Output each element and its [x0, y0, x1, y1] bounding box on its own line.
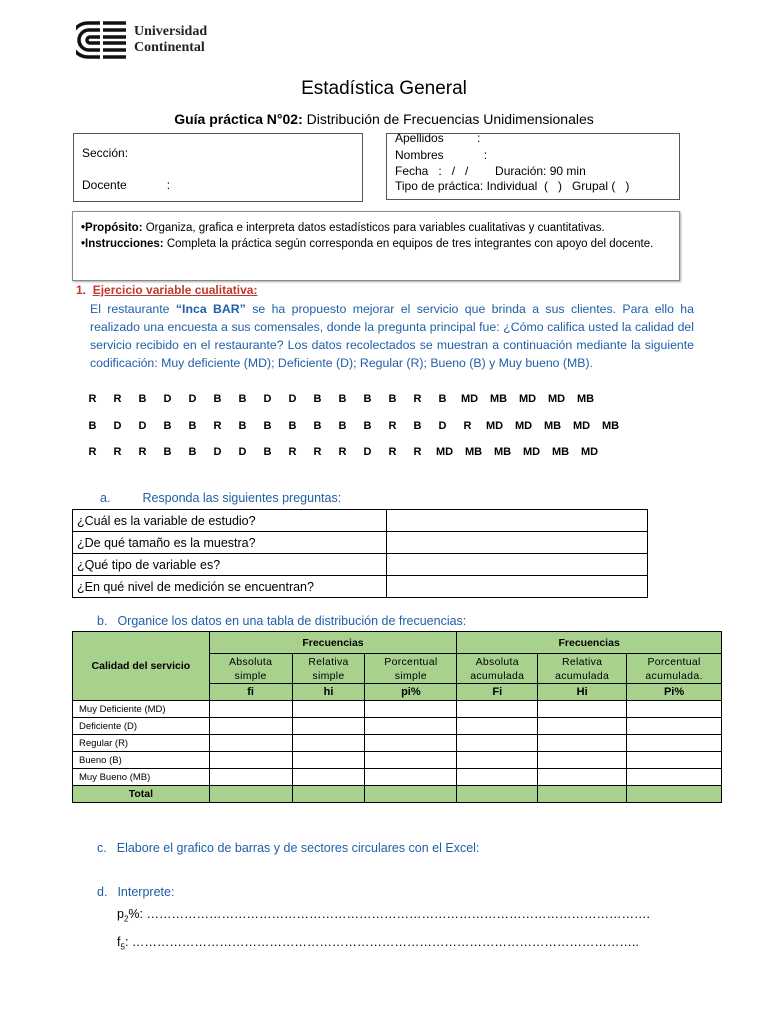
total-cell[interactable]: [538, 786, 627, 803]
data-code: B: [188, 446, 197, 458]
frequency-cell[interactable]: [292, 718, 365, 735]
total-cell[interactable]: [627, 786, 722, 803]
proposito-line: [81, 220, 671, 236]
apellidos-label: Apellidos :: [395, 133, 481, 145]
data-code: D: [363, 446, 372, 458]
data-code: B: [263, 446, 272, 458]
data-code: MB: [543, 420, 562, 432]
table-row: [73, 718, 722, 735]
data-code: D: [213, 446, 222, 458]
col-header-l2: acumulada: [470, 669, 525, 682]
frequency-cell[interactable]: [209, 718, 292, 735]
frequency-cell[interactable]: [538, 718, 627, 735]
row-header-cell: Calidad del servicio: [73, 632, 210, 701]
data-code: B: [238, 420, 247, 432]
paragraph-bold: “Inca BAR”: [175, 302, 246, 316]
answer-cell[interactable]: [387, 510, 648, 532]
interpret-line-f5[interactable]: [117, 935, 657, 952]
col-header-l2: simple: [234, 669, 267, 682]
data-code: R: [113, 393, 122, 405]
paragraph-part1: El restaurante: [90, 302, 176, 316]
part-d-text: Interprete:: [117, 885, 175, 899]
f5-subscript: 5: [120, 942, 125, 952]
col-symbol: fi: [209, 684, 292, 701]
data-code: B: [263, 420, 272, 432]
proposito-label: •Propósito:: [81, 222, 143, 234]
frequency-cell[interactable]: [365, 769, 457, 786]
table-row: [73, 769, 722, 786]
p2-subscript: 2: [123, 914, 129, 924]
col-header: [627, 654, 722, 684]
data-code: D: [113, 420, 122, 432]
frequency-cell[interactable]: [457, 735, 538, 752]
part-b-label: [97, 614, 466, 628]
data-code: MD: [547, 393, 566, 405]
col-header-l1: Porcentual: [647, 655, 701, 668]
paragraph-part2: se ha propuesto mejorar el servicio que brinda a sus clientes. Para ello ha realizado una encuesta a sus comensales, donde la pregunta principal fue: ¿Cómo califica usted la calidad del servicio recibido en el restaurante? Los datos recolectados se muestran a continuación mediante la siguiente codificación: Muy deficiente (MD); Deficiente (D); Regular (R); Bueno (B) y Muy bueno (MB).: [90, 302, 694, 370]
data-code: MD: [514, 420, 533, 432]
data-code: B: [188, 420, 197, 432]
nombres-label: Nombres :: [395, 148, 488, 162]
question-cell: ¿Cuál es la variable de estudio?: [73, 510, 387, 532]
data-code: B: [238, 393, 247, 405]
col-header-l1: Relativa: [561, 655, 603, 668]
subtitle-rest: Distribución de Frecuencias Unidimensionales: [302, 111, 594, 127]
col-symbol: Hi: [538, 684, 627, 701]
col-symbol: hi: [292, 684, 365, 701]
data-code: MD: [435, 446, 454, 458]
data-code: R: [88, 393, 97, 405]
data-code: MB: [576, 393, 595, 405]
part-b-letter: b.: [97, 614, 108, 628]
data-code: D: [163, 393, 172, 405]
interpret-line-p2[interactable]: [117, 907, 657, 924]
frequency-cell[interactable]: [538, 735, 627, 752]
col-header-l1: Absoluta: [228, 655, 273, 668]
data-code: MD: [485, 420, 504, 432]
exercise-paragraph: [90, 300, 694, 372]
col-header: [365, 654, 457, 684]
instrucciones-label: •Instrucciones:: [81, 238, 164, 250]
logo-line1: Universidad: [134, 24, 208, 39]
data-code: B: [213, 393, 222, 405]
group1-header: Frecuencias: [209, 632, 457, 654]
table-row: [73, 554, 648, 576]
answer-cell[interactable]: [387, 532, 648, 554]
data-code: B: [163, 446, 172, 458]
table-row: [73, 510, 648, 532]
total-cell[interactable]: [209, 786, 292, 803]
student-info-box: [386, 133, 680, 200]
data-code: MD: [522, 446, 541, 458]
data-code: MD: [460, 393, 479, 405]
logo-text: [134, 24, 207, 56]
part-d-letter: d.: [97, 885, 108, 899]
frequency-cell[interactable]: [365, 701, 457, 718]
data-code: B: [438, 393, 447, 405]
docente-label: [82, 178, 170, 192]
instrucciones-text: Completa la práctica según corresponda en equipos de tres integrantes con apoyo del docente.: [163, 238, 654, 250]
table-row: [73, 576, 648, 598]
frequency-cell[interactable]: [538, 769, 627, 786]
frequency-cell[interactable]: [292, 701, 365, 718]
data-code: R: [338, 446, 347, 458]
part-d-label: [97, 885, 174, 899]
section1-title: Ejercicio variable cualitativa:: [92, 283, 258, 297]
f5-symbol: f: [117, 935, 121, 949]
data-code: B: [413, 420, 422, 432]
data-code: D: [238, 446, 247, 458]
col-header: [457, 654, 538, 684]
data-code: R: [313, 446, 322, 458]
answer-cell[interactable]: [387, 554, 648, 576]
data-code: MB: [601, 420, 620, 432]
total-cell[interactable]: [292, 786, 365, 803]
frequency-cell[interactable]: [365, 752, 457, 769]
category-label: Muy Bueno (MB): [73, 769, 210, 786]
p2-dots: %: ………………………………………………………………………………………………………….: [128, 907, 650, 921]
frequency-cell[interactable]: [627, 769, 722, 786]
col-header-l1: Absoluta: [475, 655, 519, 668]
data-code: D: [188, 393, 197, 405]
part-c-text: Elabore el grafico de barras y de sectores circulares con el Excel:: [116, 841, 480, 855]
section1-heading: [76, 283, 257, 297]
data-code: R: [88, 446, 97, 458]
frequency-cell[interactable]: [209, 769, 292, 786]
data-code: R: [413, 446, 422, 458]
tipo-practica-label: Tipo de práctica: Individual ( ) Grupal ( ): [395, 179, 630, 193]
part-a-letter: a.: [100, 491, 111, 505]
data-code: R: [463, 420, 472, 432]
data-code: B: [313, 393, 322, 405]
col-header-l2: acumulada: [555, 669, 610, 682]
logo-line2: Continental: [134, 40, 205, 55]
frequency-cell[interactable]: [209, 701, 292, 718]
section-docente-box: [73, 133, 363, 202]
table-row: [73, 752, 722, 769]
col-header-l2: acumulada.: [645, 669, 703, 682]
frequency-cell[interactable]: [457, 701, 538, 718]
col-header: [538, 654, 627, 684]
frequency-cell[interactable]: [457, 752, 538, 769]
col-header-l1: Porcentual: [384, 655, 438, 668]
data-code: B: [288, 420, 297, 432]
frequency-cell[interactable]: [538, 752, 627, 769]
table-row: [73, 532, 648, 554]
university-logo: [76, 20, 226, 60]
category-label: Deficiente (D): [73, 718, 210, 735]
data-code: R: [388, 420, 397, 432]
data-code: MB: [489, 393, 508, 405]
col-header: [209, 654, 292, 684]
frequency-cell[interactable]: [538, 701, 627, 718]
frequency-cell[interactable]: [292, 735, 365, 752]
part-c-letter: c.: [97, 841, 107, 855]
col-header: [292, 654, 365, 684]
category-label: Regular (R): [73, 735, 210, 752]
data-code-row: [80, 393, 600, 405]
question-cell: ¿En qué nivel de medición se encuentran?: [73, 576, 387, 598]
continental-logo-icon: [76, 20, 128, 60]
subtitle: [0, 111, 768, 127]
question-cell: ¿De qué tamaño es la muestra?: [73, 532, 387, 554]
data-code: MD: [572, 420, 591, 432]
col-symbol: Pi%: [627, 684, 722, 701]
category-label: Muy Deficiente (MD): [73, 701, 210, 718]
data-code: B: [88, 420, 97, 432]
part-b-text: Organice los datos en una tabla de distribución de frecuencias:: [117, 614, 467, 628]
data-code: MD: [580, 446, 599, 458]
frequency-cell[interactable]: [209, 752, 292, 769]
frequency-cell[interactable]: [292, 752, 365, 769]
data-code: MB: [493, 446, 512, 458]
data-code: R: [288, 446, 297, 458]
data-code: MB: [551, 446, 570, 458]
data-code: MD: [518, 393, 537, 405]
frequency-table-body: [73, 701, 722, 786]
data-code: R: [213, 420, 222, 432]
data-code: R: [113, 446, 122, 458]
f5-dots: : …………………………………………………………………………………………………………..: [124, 935, 639, 949]
data-code: B: [163, 420, 172, 432]
frequency-cell[interactable]: [627, 735, 722, 752]
data-code: D: [288, 393, 297, 405]
frequency-cell[interactable]: [292, 769, 365, 786]
frequency-table: [72, 631, 722, 803]
data-code: MB: [464, 446, 483, 458]
col-symbol: pi%: [365, 684, 457, 701]
docente-colon: :: [166, 178, 171, 192]
col-header-l2: simple: [394, 669, 427, 682]
questions-table: [72, 509, 648, 598]
data-code: B: [138, 393, 147, 405]
data-code: B: [388, 393, 397, 405]
total-cell[interactable]: [457, 786, 538, 803]
instrucciones-line: [81, 236, 671, 252]
data-code: R: [413, 393, 422, 405]
data-code: B: [338, 420, 347, 432]
part-a-text: Responda las siguientes preguntas:: [142, 491, 342, 505]
frequency-cell[interactable]: [457, 769, 538, 786]
col-header-l2: simple: [312, 669, 345, 682]
frequency-cell[interactable]: [365, 735, 457, 752]
proposito-text: Organiza, grafica e interpreta datos estadísticos para variables cualitativas y cuantitativas.: [142, 222, 605, 234]
data-code: D: [138, 420, 147, 432]
question-cell: ¿Qué tipo de variable es?: [73, 554, 387, 576]
proposito-box: [72, 211, 680, 281]
data-code: B: [363, 393, 372, 405]
data-code: R: [388, 446, 397, 458]
data-code: D: [438, 420, 447, 432]
total-label: Total: [73, 786, 210, 803]
docente-text: Docente: [82, 178, 127, 192]
frequency-cell[interactable]: [457, 718, 538, 735]
section1-number: 1.: [76, 283, 87, 297]
page-title: Estadística General: [301, 78, 467, 99]
part-a-label: [100, 491, 341, 505]
group2-header: Frecuencias: [457, 632, 722, 654]
answer-cell[interactable]: [387, 576, 648, 598]
data-code: B: [313, 420, 322, 432]
data-code: D: [263, 393, 272, 405]
frequency-cell[interactable]: [627, 701, 722, 718]
table-row: [73, 735, 722, 752]
data-code: B: [363, 420, 372, 432]
total-cell[interactable]: [365, 786, 457, 803]
data-code: R: [138, 446, 147, 458]
data-code: B: [338, 393, 347, 405]
frequency-cell[interactable]: [627, 752, 722, 769]
col-header-l1: Relativa: [308, 655, 349, 668]
part-c-label: [97, 841, 479, 855]
subtitle-bold: Guía práctica N°02:: [174, 111, 303, 127]
frequency-cell[interactable]: [209, 735, 292, 752]
col-symbol: Fi: [457, 684, 538, 701]
table-row: [73, 701, 722, 718]
category-label: Bueno (B): [73, 752, 210, 769]
frequency-cell[interactable]: [365, 718, 457, 735]
p2-symbol: p: [117, 907, 124, 921]
fecha-label: Fecha : / / Duración: 90 min: [395, 164, 586, 178]
data-code-row: [80, 446, 604, 458]
frequency-cell[interactable]: [627, 718, 722, 735]
data-code-row: [80, 420, 625, 432]
seccion-label: Sección:: [82, 146, 129, 160]
